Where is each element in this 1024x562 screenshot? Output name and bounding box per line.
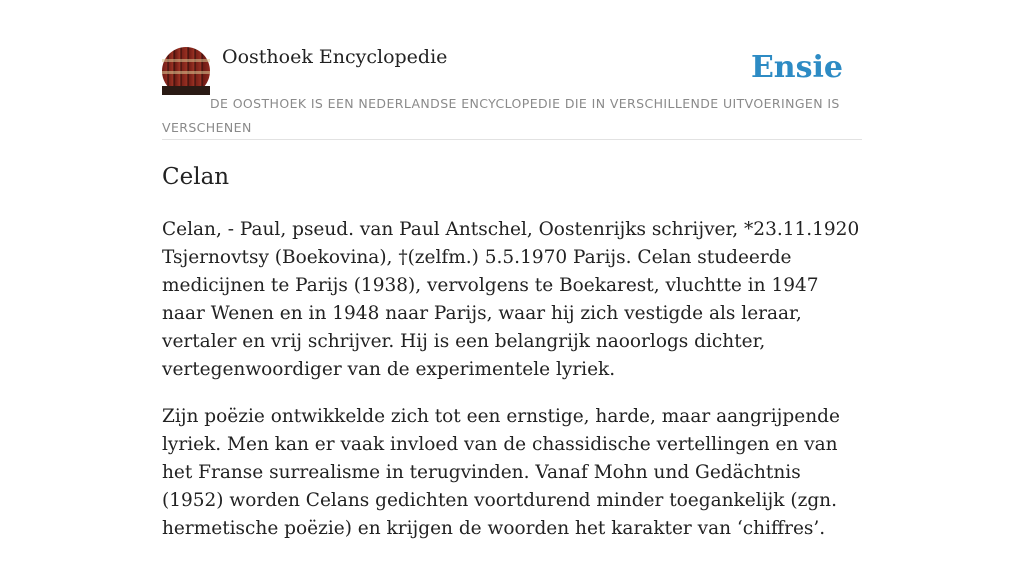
site-tagline: DE OOSTHOEK IS EEN NEDERLANDSE ENCYCLOPEDIE DIE IN VERSCHILLENDE UITVOERINGEN IS VERSCHENEN xyxy=(162,96,840,135)
encyclopedia-books-icon[interactable] xyxy=(162,47,210,95)
article-body xyxy=(162,216,862,562)
article-paragraph: Zijn poëzie ontwikkelde zich tot een ernstige, harde, maar aangrijpende lyriek. Men kan er vaak invloed van de chassidische vertellingen en van het Franse surrealisme in terugvinden. Vanaf Mohn und Gedächtnis (1952) worden Celans gedichten voortdurend minder toegankelijk (zgn. hermetische poëzie) en krijgen de woorden het karakter van ‘chiffres’. xyxy=(162,406,840,539)
site-header xyxy=(162,44,862,140)
article-title: Celan xyxy=(162,164,230,190)
site-name-link[interactable]: Oosthoek Encyclopedie xyxy=(222,46,448,68)
ensie-logo-link[interactable]: Ensie xyxy=(750,50,843,85)
article-paragraph: Celan, - Paul, pseud. van Paul Antschel, Oostenrijks schrijver, *23.11.1920 Tsjernovtsy (Boekovina), †(zelfm.) 5.5.1970 Parijs. Celan studeerde medicijnen te Parijs (1938), vervolgens te Boekarest, vluchtte in 1947 naar Wenen en in 1948 naar Parijs, waar hij zich vestigde als leraar, vertaler en vrij schrijver. Hij is een belangrijk naoorlogs dichter, vertegenwoordiger van de experimentele lyriek. xyxy=(162,219,860,380)
